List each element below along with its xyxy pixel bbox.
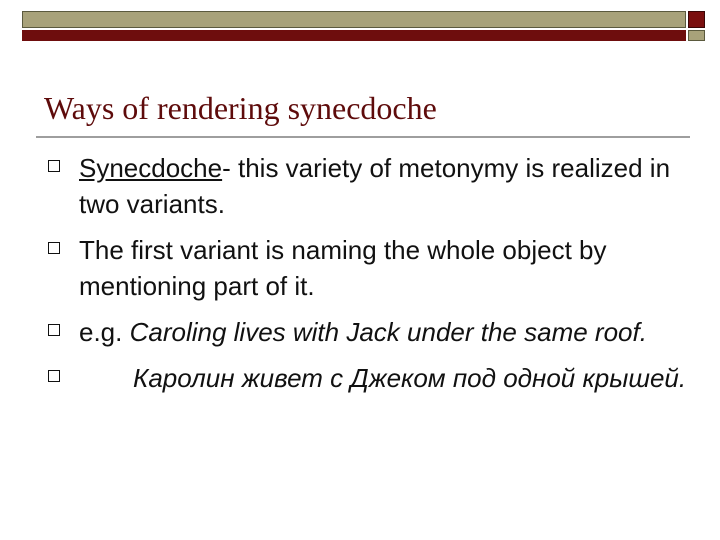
- hollow-square-bullet-icon: [48, 160, 60, 172]
- hollow-square-bullet-icon: [48, 242, 60, 254]
- bullet-item-example: [48, 314, 688, 350]
- hollow-square-bullet-icon: [48, 324, 60, 336]
- bullet-item-translation: [48, 360, 688, 396]
- definition-text: - this variety of metonymy is realized in two variants.: [79, 153, 671, 219]
- bullet-item-first-variant: [48, 232, 688, 304]
- top-bar-maroon: [22, 30, 686, 41]
- slide-title: Ways of rendering synecdoche: [44, 90, 437, 126]
- hollow-square-bullet-icon: [48, 370, 60, 382]
- example-sentence: Caroling lives with Jack under the same roof.: [129, 317, 647, 347]
- bullet-item-definition: [48, 150, 688, 222]
- first-variant-text: The first variant is naming the whole object by mentioning part of it.: [79, 235, 607, 301]
- corner-square-maroon: [688, 11, 705, 28]
- translation-sentence: Каролин живет с Джеком под одной крышей.: [133, 363, 687, 393]
- term-synecdoche: Synecdoche: [79, 153, 223, 183]
- example-prefix: e.g.: [79, 317, 130, 347]
- top-bar-olive: [22, 11, 686, 28]
- corner-square-olive: [688, 30, 705, 41]
- title-divider: [36, 136, 690, 138]
- bullet-list: [48, 150, 688, 406]
